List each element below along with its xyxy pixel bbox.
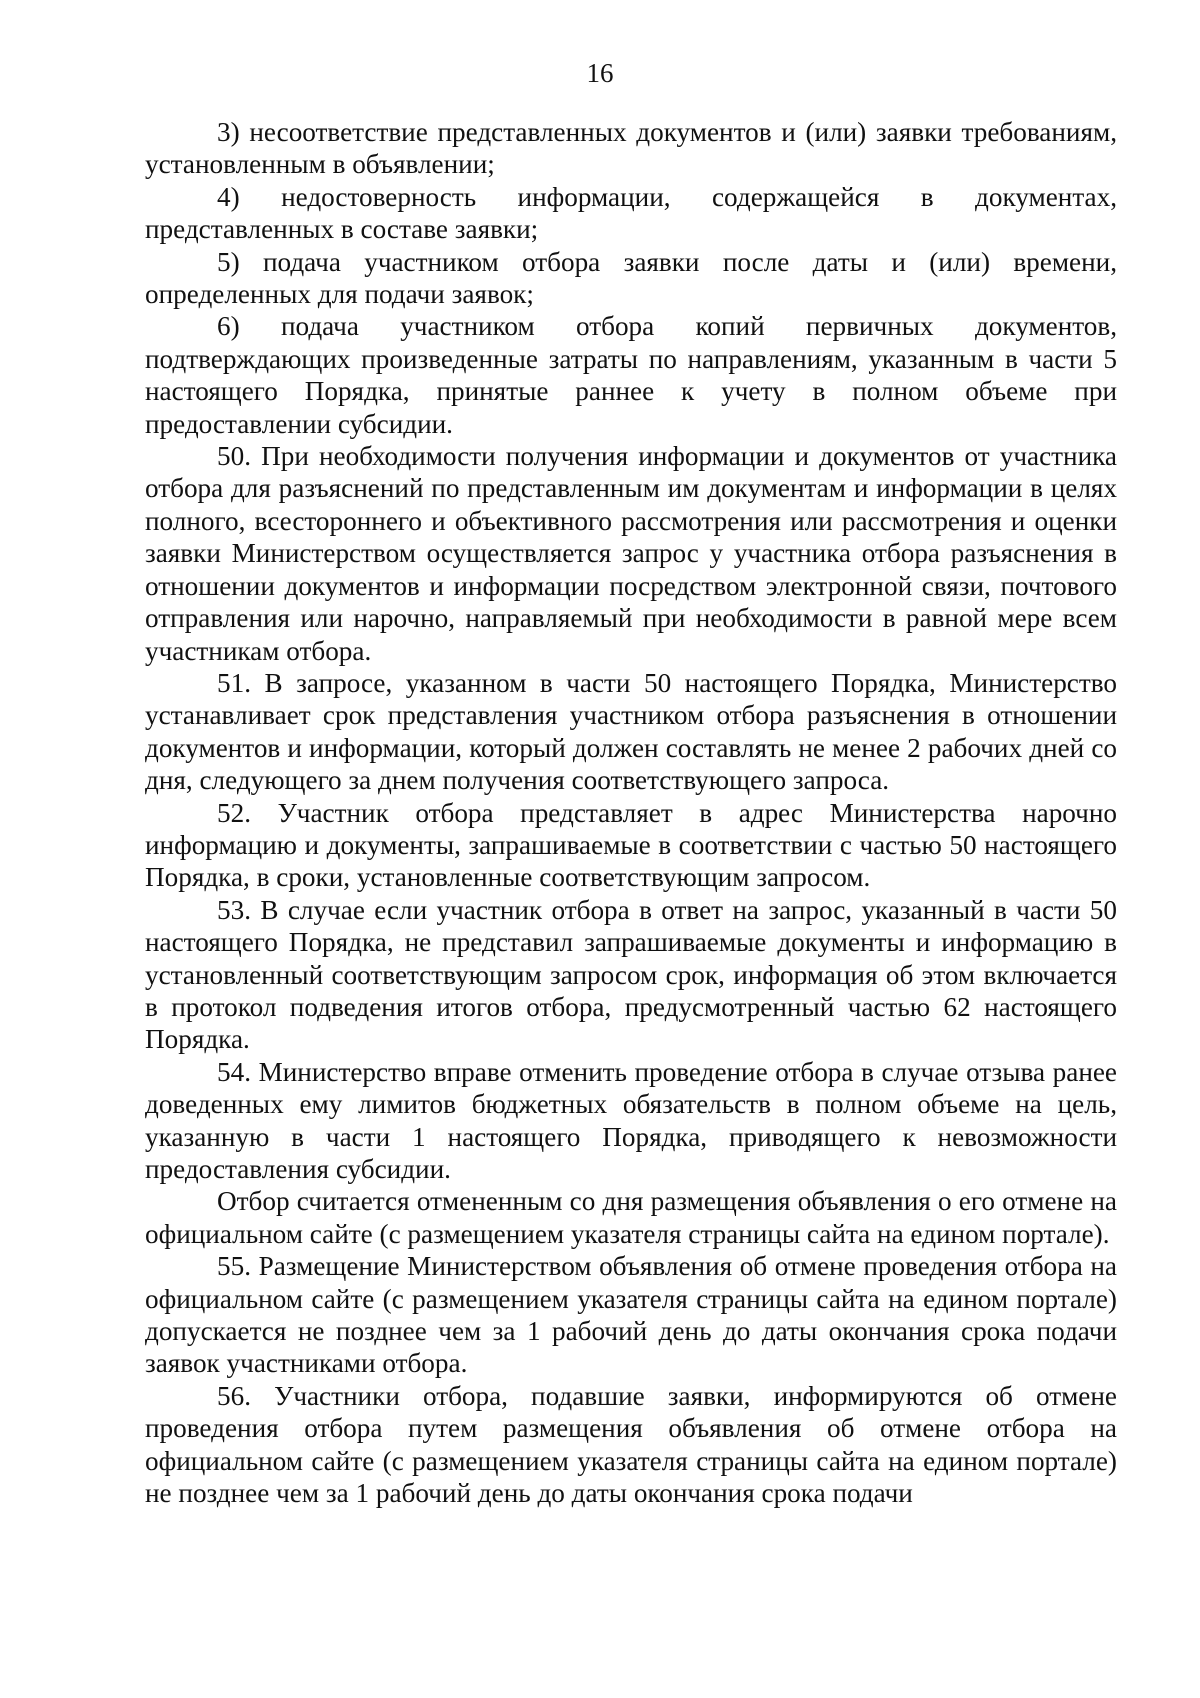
paragraph-clause-56: 56. Участники отбора, подавшие заявки, информируются об отмене проведения отбора путем размещения объявления об отмене отбора на официальном сайте (с размещением указателя страницы сайта на едином портале) не позднее чем за 1 рабочий день до даты окончания срока подачи	[145, 1380, 1117, 1509]
paragraph-clause-53: 53. В случае если участник отбора в ответ на запрос, указанный в части 50 настоящего Порядка, не представил запрашиваемые документы и информацию в установленный соответствующим запросом срок, информация об этом включается в протокол подведения итогов отбора, предусмотренный частью 62 настоящего Порядка.	[145, 894, 1117, 1055]
paragraph-item-6: 6) подача участником отбора копий первичных документов, подтверждающих произведенные затраты по направлениям, указанным в части 5 настоящего Порядка, принятые раннее к учету в полном объеме при предоставлении субсидии.	[145, 311, 1117, 439]
paragraph-clause-51: 51. В запросе, указанном в части 50 настоящего Порядка, Министерство устанавливает срок представления участником отбора разъяснения в отношении документов и информации, который должен составлять не менее 2 рабочих дней со дня, следующего за днем получения соответствующего запроса.	[145, 667, 1117, 796]
paragraph-item-5: 5) подача участником отбора заявки после даты и (или) времени, определенных для подачи заявок;	[145, 246, 1117, 310]
paragraph-clause-54-cont: Отбор считается отмененным со дня размещения объявления о его отмене на официальном сайте (с размещением указателя страницы сайта на едином портале).	[145, 1186, 1117, 1249]
paragraph-clause-55: 55. Размещение Министерством объявления об отмене проведения отбора на официальном сайте (с размещением указателя страницы сайта на едином портале) допускается не позднее чем за 1 рабочий день до даты окончания срока подачи заявок участниками отбора.	[145, 1251, 1117, 1379]
paragraph-clause-52: 52. Участник отбора представляет в адрес Министерства нарочно информацию и документы, запрашиваемые в соответствии с частью 50 настоящего Порядка, в сроки, установленные соответствующим запросом.	[145, 797, 1117, 893]
paragraph-item-4: 4) недостоверность информации, содержащейся в документах, представленных в составе заявки;	[145, 181, 1117, 245]
paragraph-item-3: 3) несоответствие представленных документов и (или) заявки требованиям, установленным в объявлении;	[145, 117, 1117, 180]
paragraph-clause-54: 54. Министерство вправе отменить проведение отбора в случае отзыва ранее доведенных ему лимитов бюджетных обязательств в полном объеме на цель, указанную в части 1 настоящего Порядка, приводящего к невозможности предоставления субсидии.	[145, 1056, 1117, 1184]
document-body	[145, 116, 1117, 1509]
paragraph-clause-50: 50. При необходимости получения информации и документов от участника отбора для разъяснений по представленным им документам и информации в целях полного, всестороннего и объективного рассмотрения или рассмотрения и оценки заявки Министерством осуществляется запрос у участника отбора разъяснения в отношении документов и информации посредством электронной связи, почтового отправления или нарочно, направляемый при необходимости в равной мере всем участникам отбора.	[145, 441, 1117, 666]
page-number: 16	[586, 58, 614, 88]
